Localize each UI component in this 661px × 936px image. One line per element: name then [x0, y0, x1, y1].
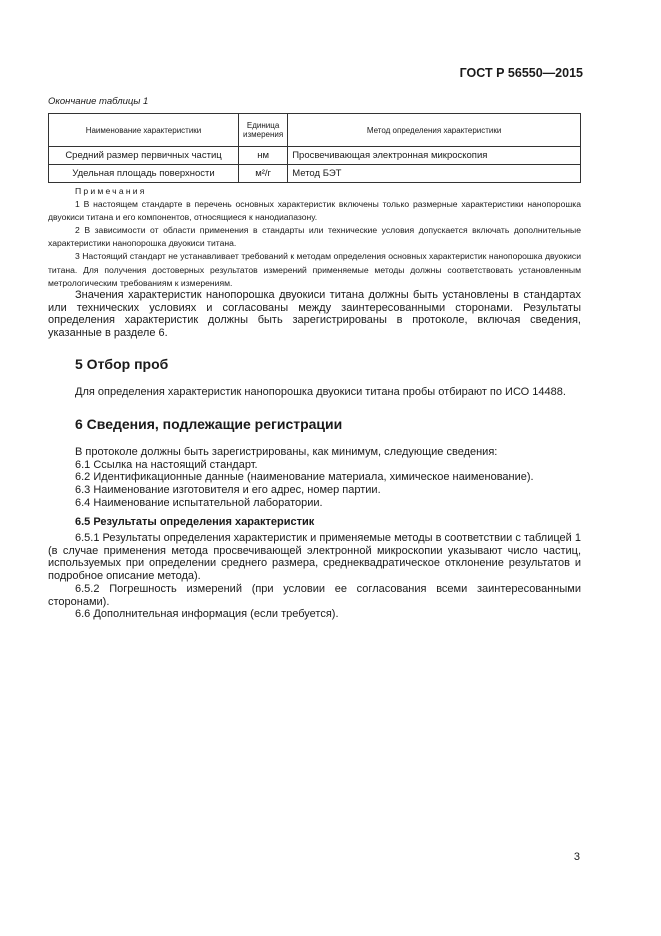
- characteristics-table: [48, 113, 581, 183]
- table-row: [49, 147, 581, 165]
- table-row: [49, 165, 581, 183]
- table-caption: Окончание таблицы 1: [48, 96, 149, 107]
- list-item: 6.2 Идентификационные данные (наименование материала, химическое наименование).: [75, 471, 534, 484]
- paragraph-6-5-2: 6.5.2 Погрешность измерений (при условии ее согласования всеми заинтересованными сторонами).: [48, 582, 581, 608]
- notes-title: Примечания: [75, 186, 147, 196]
- note-1: 1 В настоящем стандарте в перечень основных характеристик включены только размерные характеристики нанопорошка двуокиси титана и его компонентов, относящиеся к нанодиапазону.: [48, 199, 581, 223]
- note-3: 3 Настоящий стандарт не устанавливает требований к методам определения основных характеристик нанопорошка двуокиси титана. Для получения достоверных результатов измерений применяемые методы должны соответствовать установленным метрологическим требованиям к измерениям.: [48, 251, 581, 288]
- list-item: 6.4 Наименование испытательной лаборатории.: [75, 496, 323, 509]
- table-notes: [48, 185, 581, 290]
- paragraph-6-6: 6.6 Дополнительная информация (если требуется).: [75, 608, 339, 621]
- table-cell: Средний размер первичных частиц: [49, 147, 239, 165]
- col-header-unit: Единица измерения: [239, 114, 288, 147]
- table-cell: Просвечивающая электронная микроскопия: [288, 147, 581, 165]
- table-cell: нм: [239, 147, 288, 165]
- paragraph-values: [48, 289, 581, 340]
- paragraph-text: Значения характеристик нанопорошка двуокиси титана должны быть установлены в стандартах или технических условиях и согласованы между заинтересованными сторонами. Результаты определения характеристик должны быть зарегистрированы в протоколе, включая сведения, указанные в разделе 6.: [48, 289, 581, 340]
- note-2: 2 В зависимости от области применения в стандарты или технические условия допускается включать дополнительные характеристики нанопорошка двуокиси титана.: [48, 225, 581, 249]
- table-header-row: [49, 114, 581, 147]
- col-header-method: Метод определения характеристики: [288, 114, 581, 147]
- page-number: 3: [573, 851, 580, 863]
- section-6-intro: В протоколе должны быть зарегистрированы, как минимум, следующие сведения:: [75, 446, 498, 458]
- section-5-text: Для определения характеристик нанопорошка двуокиси титана пробы отбирают по ИСО 14488.: [75, 386, 566, 398]
- table-cell: Метод БЭТ: [288, 165, 581, 183]
- list-item: 6.3 Наименование изготовителя и его адрес, номер партии.: [75, 484, 381, 497]
- table-cell: м²/г: [239, 165, 288, 183]
- section-5-body: [75, 386, 581, 399]
- section-5-title: 5 Отбор проб: [75, 356, 169, 372]
- subsection-6-5-title: 6.5 Результаты определения характеристик: [75, 516, 315, 528]
- section-6-title: 6 Сведения, подлежащие регистрации: [75, 416, 343, 432]
- section-6-list: [75, 446, 581, 510]
- document-id: ГОСТ Р 56550—2015: [459, 66, 583, 80]
- table-cell: Удельная площадь поверхности: [49, 165, 239, 183]
- col-header-name: Наименование характеристики: [49, 114, 239, 147]
- list-item: 6.1 Ссылка на настоящий стандарт.: [75, 458, 258, 471]
- subsection-6-5-body: [48, 532, 581, 621]
- paragraph-6-5-1: 6.5.1 Результаты определения характеристик и применяемые методы в соответствии с таблицей 1 (в случае применения метода просвечивающей электронной микроскопии указывают число частиц, используемых при определении среднего размера, среднеквадратическое отклонение результатов и подробное описание метода).: [48, 532, 581, 583]
